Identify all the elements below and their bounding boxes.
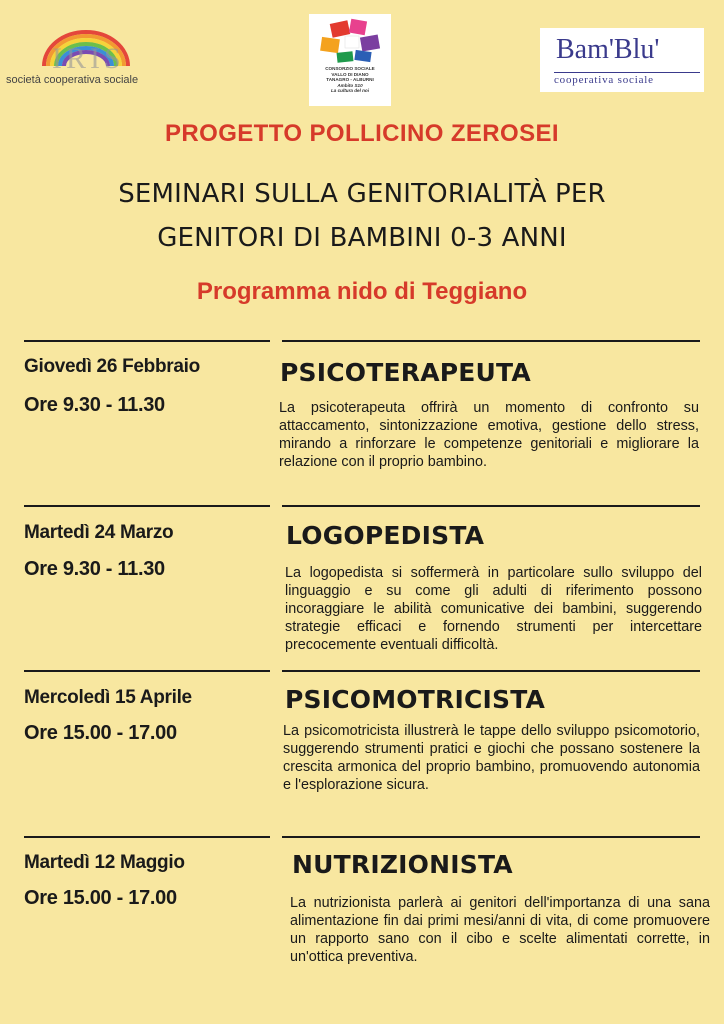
iris-logo [6, 22, 176, 92]
session-role: PSICOMOTRICISTA [285, 685, 546, 714]
session-role: PSICOTERAPEUTA [280, 358, 531, 387]
session-description: La logopedista si soffermerà in particolare sullo sviluppo del linguaggio e su come gli adulti di riferimento possono incoraggiare le abilità comunicative dei bambini, suggerendo strategie efficaci e fornendo strumenti per intercettare precocemente eventuali difficoltà. [285, 565, 702, 653]
consorzio-logo-text [311, 66, 389, 94]
bamblu-logo [540, 28, 704, 92]
program-title: Programma nido di Teggiano [196, 278, 528, 305]
seminar-title-line-1: SEMINARI SULLA GENITORIALITÀ PER [118, 179, 606, 209]
session-role: LOGOPEDISTA [286, 521, 485, 550]
project-title: PROGETTO POLLICINO ZEROSEI [165, 120, 559, 147]
consorzio-line-2: VALLO DI DIANO [331, 71, 369, 77]
iris-logo-subtitle: società cooperativa sociale [6, 74, 139, 86]
bamblu-logo-name: Bam'Blu' [556, 34, 660, 65]
session-time: Ore 9.30 - 11.30 [24, 394, 165, 416]
seminar-title-line-2: GENITORI DI BAMBINI 0-3 ANNI [157, 223, 567, 253]
divider-right [282, 836, 700, 838]
seminar-title [0, 172, 724, 260]
divider-right [282, 670, 700, 672]
session-time: Ore 15.00 - 17.00 [24, 887, 177, 909]
consorzio-line-4: Ambito S10 [337, 82, 363, 88]
consorzio-mark-icon [309, 14, 391, 66]
session-date: Martedì 12 Maggio [24, 852, 185, 873]
divider-right [282, 505, 700, 507]
session-description: La psicomotricista illustrerà le tappe dello sviluppo psicomotorio, suggerendo strumenti pratici e giochi che possano sostenere la crescita armonica del proprio bambino, promuovendo autonomia e l'esplorazione sicura. [283, 723, 700, 793]
session-description: La psicoterapeuta offrirà un momento di confronto su attaccamento, sintonizzazione emotiva, gestione dello stress, mirando a rinforzare le competenze genitoriali e migliorare la relazione con il proprio bambino. [279, 400, 699, 470]
consorzio-line-1: CONSORZIO SOCIALE [325, 66, 375, 71]
consorzio-logo [309, 14, 391, 106]
session-date: Mercoledì 15 Aprile [24, 687, 192, 708]
divider-left [24, 340, 270, 342]
bamblu-logo-subtitle: cooperativa sociale [554, 72, 700, 86]
session-date: Giovedì 26 Febbraio [24, 356, 200, 377]
session-time: Ore 9.30 - 11.30 [24, 558, 165, 580]
session-role: NUTRIZIONISTA [292, 850, 513, 879]
consorzio-line-3: TANAGRO - ALBURNI [326, 77, 374, 83]
session-date: Martedì 24 Marzo [24, 522, 174, 543]
divider-left [24, 505, 270, 507]
session-time: Ore 15.00 - 17.00 [24, 722, 177, 744]
divider-left [24, 836, 270, 838]
iris-logo-name: IRIS [52, 42, 125, 75]
session-description: La nutrizionista parlerà ai genitori dell'importanza di una sana alimentazione fin dai primi mesi/anni di vita, di come promuovere un rapporto sano con il cibo e scelte alimentati corrette, in un'ottica preventiva. [290, 895, 710, 965]
consorzio-line-5: La cultura del noi [330, 88, 370, 94]
divider-right [282, 340, 700, 342]
divider-left [24, 670, 270, 672]
